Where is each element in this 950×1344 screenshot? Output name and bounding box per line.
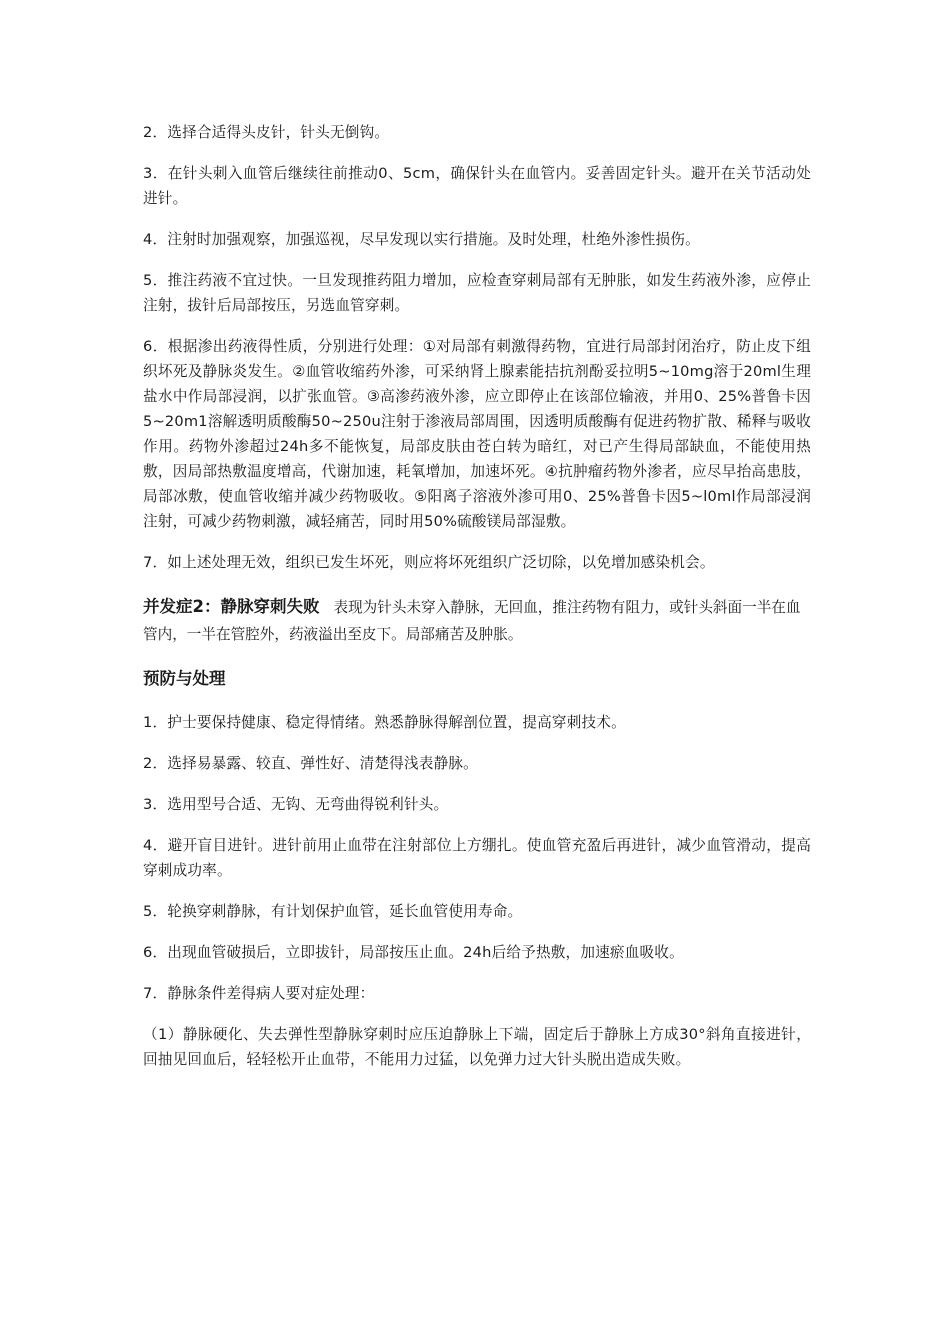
paragraph-7-necrosis: 7．如上述处理无效，组织已发生坏死，则应将坏死组织广泛切除，以免增加感染机会。 [143, 554, 715, 571]
prevention-item-7: 7．静脉条件差得病人要对症处理： [143, 985, 375, 1002]
prevention-item-3: 3．选用型号合适、无钩、无弯曲得锐利针头。 [143, 796, 449, 813]
prevention-item-5: 5．轮换穿刺静脉，有计划保护血管，延长血管使用寿命。 [143, 903, 523, 920]
paragraph-6-treatment: 6．根据渗出药液得性质，分别进行处理：①对局部有刺激得药物，宜进行局部封闭治疗，防止皮下组织坏死及静脉炎发生。②血管收缩药外渗，可采纳肾上腺素能拮抗剂酚妥拉明5~10mg溶于20ml生理盐水中作局部浸润，以扩张血管。③高渗药液外渗，应立即停止在该部位输液，并用0、25%普鲁卡因5~20m1溶解透明质酸酶50~250u注射于渗液局部周围，因透明质酸酶有促进药物扩散、稀释与吸收作用。药物外渗超过24h多不能恢复，局部皮肤由苍白转为暗红，对已产生得局部缺血，不能使用热敷，因局部热敷温度增高，代谢加速，耗氧增加，加速坏死。④抗肿瘤药物外渗者，应尽早抬高患肢，局部冰敷，使血管收缩并减少药物吸收。⑤阳离子溶液外渗可用0、25%普鲁卡因5~l0ml作局部浸润注射，可减少药物刺激，减轻痛苦，同时用50%硫酸镁局部湿敷。 [143, 338, 811, 530]
complication-title: 并发症2：静脉穿刺失败 [143, 597, 320, 616]
complication-heading [143, 593, 811, 648]
prevention-item-1: 1．护士要保持健康、稳定得情绪。熟悉静脉得解剖位置，提高穿刺技术。 [143, 714, 626, 731]
prevention-subitem-1: （1）静脉硬化、失去弹性型静脉穿刺时应压迫静脉上下端，固定后于静脉上方成30°斜角直接进针，回抽见回血后，轻轻松开止血带，不能用力过猛，以免弹力过大针头脱出造成失败。 [143, 1026, 811, 1068]
document-page [143, 120, 811, 1088]
paragraph-3-needle-advance: 3．在针头刺入血管后继续往前推动0、5cm，确保针头在血管内。妥善固定针头。避开在关节活动处进针。 [143, 165, 811, 207]
paragraph-2-needle-choice: 2．选择合适得头皮针，针头无倒钩。 [143, 124, 390, 141]
paragraph-5-injection-speed: 5．推注药液不宜过快。一旦发现推药阻力增加，应检查穿刺局部有无肿胀，如发生药液外渗，应停止注射，拔针后局部按压，另选血管穿刺。 [143, 272, 811, 314]
prevention-item-2: 2．选择易暴露、较直、弹性好、清楚得浅表静脉。 [143, 755, 478, 772]
prevention-item-6: 6．出现血管破损后，立即拔针，局部按压止血。24h后给予热敷，加速瘀血吸收。 [143, 944, 684, 961]
prevention-item-4: 4．避开盲目进针。进针前用止血带在注射部位上方绷扎。使血管充盈后再进针，减少血管滑动，提高穿刺成功率。 [143, 837, 811, 879]
section-title: 预防与处理 [143, 669, 226, 688]
paragraph-4-observation: 4．注射时加强观察，加强巡视，尽早发现以实行措施。及时处理，杜绝外渗性损伤。 [143, 231, 700, 248]
complication-description: 表现为针头未穿入静脉，无回血，推注药物有阻力，或针头斜面一半在血管内，一半在管腔外，药液溢出至皮下。局部痛苦及肿胀。 [143, 599, 801, 643]
